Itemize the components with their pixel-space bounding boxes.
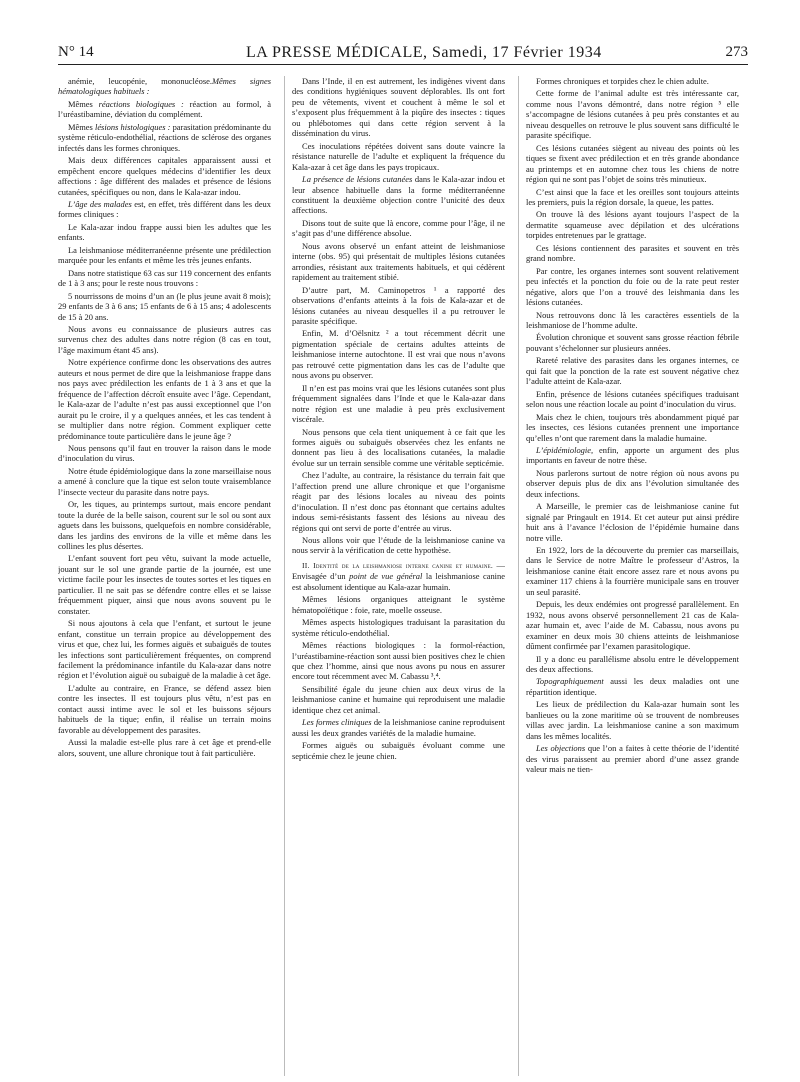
paragraph [292,383,505,425]
paragraph [526,266,739,308]
paragraph-text: Notre étude épidémiologique dans la zone marseillaise nous a amené à conclure que la tique est selon toute vraisemblance l’insecte vecteur du parasite dans notre pays. [58,465,271,497]
paragraph-text: de la leishmaniose canine reproduisent aussi les deux grandes variétés de la maladie humaine. [292,717,505,738]
paragraph-text: Ces lésions contiennent des parasites et souvent en très grand nombre. [526,242,739,264]
paragraph [58,291,271,322]
italic-text: L’épidémiologie, [536,444,594,455]
paragraph [526,743,739,774]
paragraph [526,76,739,86]
paragraph-text: Mêmes [68,98,99,109]
paragraph-text: Or, les tiques, au printemps surtout, mais encore pendant toute la durée de la belle saison, courent sur le sol ou sont aux aguets dans les buissons, quelquefois en nombre considérable, dans les jardins des environs de la ville et même dans les collines les plus désertes. [58,499,271,552]
paragraph [526,88,739,140]
paragraph-text: Par contre, les organes internes sont souvent relativement peu infectés et la ponction du foie ou de la rate peut rester négative, alors que l’on a trouvé des leishmania dans les lésions cutanées. [526,265,739,308]
paragraph [58,618,271,681]
paragraph-text: Nous allons voir que l’étude de la leishmaniose canine va nous servir à la vérification de cette hypothèse. [292,535,505,556]
paragraph [58,324,271,355]
paragraph-text: C’est ainsi que la face et les oreilles sont toujours atteints les premiers, puis la région dorsale, la queue, les pattes. [526,186,739,207]
italic-text: Les formes cliniques [302,717,372,728]
paragraph-text: Notre expérience confirme donc les observations des autres auteurs et nous permet de dire que la leishmaniose frappe dans nos pays avec prédilection les enfants de 1 à 3 ans et que la fréquence de l’affection décroît ensuite avec l’âge. Cependant, le Kala-azar de l’adulte n’est pas aussi exceptionnel que l’on aurait pu le croire, il y a quelques années, et les cas tendent à se multiplier dans notre région. Comment expliquer cette prédominance toute particulière dans le jeune âge ? [58,357,271,441]
paragraph-text: réaction au formol, à l’uréastibamine, déviation du complément. [58,98,271,120]
paragraph [58,499,271,551]
paragraph [292,640,505,682]
text-column-1 [58,76,271,1076]
paragraph-text: Ces inoculations répétées doivent sans doute vaincre la résistance naturelle de l’adulte et expliquent la fréquence du Kala-azar à cet âge dans les pays tropicaux. [292,140,505,172]
paragraph-text: Il n’en est pas moins vrai que les lésions cutanées sont plus fréquemment signalées dans l’Inde et que le Kala-azar dans notre région est une maladie à peu près exclusivement viscérale. [292,382,505,425]
paragraph-text: Les lieux de prédilection du Kala-azar humain sont les banlieues ou la zone maritime où se trouvent de nombreuses villas avec jardin. La leishmaniose canine a son maximum dans les mêmes localités. [526,699,739,741]
paragraph-text: Chez l’adulte, au contraire, la résistance du terrain fait que l’affection prend une allure chronique et que l’organisme réagit par des lésions locales au niveau des points d’inoculation. Il n’est donc pas étonnant que certains adultes indous semi-résistants fassent des lésions au niveau des régions qui ont servi de porte d’entrée au virus. [292,470,505,533]
paragraph-text: Mais chez le chien, toujours très abondamment piqué par les insectes, ces lésions cutanées prennent une importance qu’elles n’ont que rarement dans la maladie humaine. [526,411,739,443]
paragraph [292,427,505,469]
journal-title-date [246,44,602,62]
italic-text: Mêmes signes hématologiques habituels : [58,76,271,97]
paragraph-text: que l’on a faites à cette théorie de l’identité des virus paraissent au premier abord d’une assez grande valeur mais ne tien- [526,743,739,775]
paragraph-text: Rareté relative des parasites dans les organes internes, ce qui fait que la ponction de la rate est souvent négative chez l’adulte atteint de Kala-azar. [526,355,739,387]
paragraph [58,199,271,220]
paragraph [292,285,505,327]
paragraph-text: Mêmes [68,121,95,132]
paragraph [58,155,271,197]
paragraph [292,617,505,638]
page-header [58,40,748,65]
paragraph [292,535,505,556]
paragraph-text: On trouve là des lésions ayant toujours l’aspect de la dermatite squameuse avec dépilation et des ulcérations torpides entretenues par le grattage. [526,209,739,241]
text-column-3 [526,76,739,1076]
paragraph-text: Aussi la maladie est-elle plus rare à cet âge et prend-elle alors, souvent, une allure chronique tout à fait particulière. [58,737,271,758]
page-number: 273 [725,44,748,60]
paragraph-text: Nous pensons qu’il faut en trouver la raison dans le mode d’inoculation du virus. [58,442,271,464]
italic-text: point de vue général [349,571,423,582]
text-column-2 [292,76,505,1076]
italic-text: Les objections [536,743,586,754]
paragraph-text: dans le Kala-azar indou et leur absence habituelle dans la forme méditerranéenne constituent la deuxième objection contre l’unicité des deux affections. [292,174,505,216]
paragraph-text: L’adulte au contraire, en France, se défend assez bien contre les insectes. Il est toujours plus vêtu, n’est pas en contact aussi intime avec le sol et les buissons séjours habituels de la tique; enfin, il réalise un terrain moins favorable au développement des parasites. [58,682,271,735]
paragraph [58,443,271,464]
issue-number: N° 14 [58,44,94,60]
paragraph [292,717,505,738]
paragraph-text: Nous retrouvons donc là les caractères essentiels de la leishmaniose de l’homme adulte. [526,309,739,330]
paragraph [526,676,739,697]
paragraph [292,76,505,139]
paragraph [58,268,271,289]
paragraph-text: En 1922, lors de la découverte du premier cas marseillais, dans le Service de notre Maître le professeur d’Astros, la leishmaniose canine était encore assez rare et nous avons pu examiner 117 chiens à la fourrière municipale sans en trouver un seul parasité. [526,545,739,597]
paragraph-text: Nous avons eu connaissance de plusieurs autres cas survenus chez des adultes dans notre région (8 cas en tout, l’âge maximum étant 45 ans). [58,323,271,355]
paragraph-text: Cette forme de l’animal adulte est très intéressante car, comme nous l’avons démontré, dans notre région ⁵ elle s’accompagne de lésions cutanées à peu près constantes et au niveau desquelles on retrouve le plus souvent sans difficulté le parasite spécifique. [526,88,739,141]
paragraph [58,737,271,758]
paragraph [58,683,271,735]
italic-text: Topographiquement [536,676,604,687]
paragraph [292,684,505,715]
paragraph-text: Enfin, présence de lésions cutanées spécifiques traduisant selon nous une réaction locale au point d’inoculation du virus. [526,388,739,410]
paragraph [292,218,505,239]
paragraph [526,445,739,466]
paragraph [526,310,739,331]
paragraph-text: Évolution chronique et souvent sans grosse réaction fébrile pouvant s’échelonner sur plusieurs années. [526,332,739,353]
paragraph [292,594,505,615]
paragraph-text: 5 nourrissons de moins d’un an (le plus jeune avait 8 mois); 29 enfants de 3 à 6 ans; 15 enfants de 6 à 15 ans; 4 adolescents de 15 à 20 ans. [58,290,271,322]
section-heading: II. Identité de la leishmaniose interne canine et humaine. [302,560,494,570]
paragraph [526,332,739,353]
paragraph-text: Nous avons observé un enfant atteint de leishmaniose interne (obs. 95) qui présentait de multiples lésions cutanées arrondies, résistant aux traitements habituels, et qui cédèrent rapidement au traitement stibié. [292,240,505,283]
paragraph-text: D’autre part, M. Caminopetros ¹ a rapporté des observations d’enfants atteints à la fois de Kala-azar et de lésions cutanées au niveau desquelles il a pu retrouver le parasite spécifique. [292,284,505,326]
paragraph-text: — Envisagée d’un [292,559,505,582]
paragraph-text: est, en effet, très différent dans les deux formes cliniques : [58,198,271,220]
paragraph [292,141,505,172]
paragraph [58,466,271,497]
paragraph-text: Le Kala-azar indou frappe aussi bien les adultes que les enfants. [58,221,271,243]
paragraph-text: Mêmes aspects histologiques traduisant la parasitation du système réticulo-endothélial. [292,617,505,638]
paragraph [292,740,505,761]
paragraph-text: Ces lésions cutanées siègent au niveau des points où les tiques se fixent avec prédilection et en très grande abondance au printemps et en automne chez tous les chiens de notre région qui ne sont pas l’objet de soins très minutieux. [526,142,739,185]
paragraph-text: la leishmaniose canine est absolument identique au Kala-azar humain. [292,571,505,592]
paragraph [58,122,271,153]
italic-text: réactions biologiques : [98,98,184,109]
paragraph [526,389,739,410]
paragraph [526,143,739,185]
paragraph [526,355,739,386]
paragraph [58,99,271,120]
paragraph-text: Si nous ajoutons à cela que l’enfant, et surtout le jeune enfant, constitue un terrain propice au développement des virus et que, chez lui, les formes aiguës et subaiguës de toutes les infections sont particulièrement fréquentes, on comprend facilement la prédominance infantile du Kala-azar dans notre région et l’évolution aiguë ou subaiguë de la maladie à cet âge. [58,618,271,681]
paragraph [292,174,505,216]
paragraph [526,412,739,443]
paragraph [526,545,739,597]
paragraph-text: enfin, apporte un argument des plus importants en faveur de notre thèse. [526,444,739,466]
paragraph-text: Depuis, les deux endémies ont progressé parallèlement. En 1932, nous avons observé personnellement 21 cas de Kala-azar humain et, avec l’aide de M. Cabassu, nous avons pu examiner en deux mois 30 chiens atteints de leishmaniose dûment confirmée par l’examen parasitologique. [526,599,739,652]
paragraph [526,187,739,208]
paragraph-text: Enfin, M. d’Oëlsnitz ² a tout récemment décrit une pigmentation spéciale de certains adultes atteints de leishmaniose interne autochtone. Il est vrai que nous n’avons pas retrouvé cette pigmentation dans les cas de l’adulte que nous avons pu observer. [292,328,505,381]
paragraph-text: Mêmes réactions biologiques : la formol-réaction, l’uréastibamine-réaction sont aussi bien positives chez le chien que chez l’homme, ainsi que nous avons pu nous en assurer encore tout récemment avec M. Cabassu ³,⁴. [292,640,505,682]
paragraph-text: Nous parlerons surtout de notre région où nous avons pu observer depuis plus de dix ans l’évolution simultanée des deux infections. [526,467,739,499]
paragraph-text: aussi les deux maladies ont une répartition identique. [526,676,739,697]
paragraph [526,654,739,675]
paragraph-text: anémie, leucopénie, mononucléose. [68,76,212,86]
paragraph-text: parasitation prédominante du système réticulo-endothélial, réactions de sclérose des organes infectés dans les formes chroniques. [58,121,271,153]
italic-text: L’âge des malades [68,198,132,209]
paragraph-text: L’enfant souvent fort peu vêtu, suivant la mode actuelle, jouant sur le sol une grande partie de la journée, est une victime facile pour les insectes de toutes sortes et les tiques en particulier. Il ne sait pas se défendre contre elles et se laisse fréquemment piquer, ainsi que nous avons souvent pu le constater. [58,553,271,616]
paragraph [526,243,739,264]
paragraph-text: Nous pensons que cela tient uniquement à ce fait que les formes aiguës ou subaiguës observées chez les enfants ne donnent pas lieu à des localisations cutanées, la maladie évolue sur un terrain sensible comme une véritable septicémie. [292,426,505,468]
paragraph [292,560,505,592]
column-divider [518,76,519,1076]
paragraph [58,553,271,616]
paragraph [292,470,505,533]
paragraph-text: Dans notre statistique 63 cas sur 119 concernent des enfants de 1 à 3 ans; pour le reste nous trouvons : [58,267,271,289]
italic-text: lésions histologiques : [94,121,171,132]
paragraph [526,209,739,240]
paragraph-text: Dans l’Inde, il en est autrement, les indigènes vivent dans des conditions hygiéniques souvent déplorables. Ils ont fort peu de vêtements, vivent et couchent à même le sol et s’exposent plus fréquemment à la piqûre des insectes : tiques ou phlébotomes qui dans cette région servent à la dissémination du virus. [292,76,505,139]
column-divider [284,76,285,1076]
italic-text: La présence de lésions cutanées [302,174,413,185]
paragraph [526,599,739,651]
paragraph [526,699,739,741]
paragraph [58,222,271,243]
paragraph [58,76,271,97]
paragraph [58,357,271,441]
paragraph-text: Il y a donc eu parallélisme absolu entre le développement des deux affections. [526,653,739,675]
paragraph-text: Mais deux différences capitales apparaissent aussi et empêchent encore quelques médecins d’identifier les deux affections : âge différent des malades et présence de lésions cutanées, spécifiques ou non, dans le Kala-azar indou. [58,155,271,197]
issue-date: Samedi, 17 Février 1934 [432,44,602,61]
paragraph-text: Formes aiguës ou subaiguës évoluant comme une septicémie chez le jeune chien. [292,740,505,761]
paragraph [526,501,739,543]
paragraph [526,468,739,499]
paragraph-text: A Marseille, le premier cas de leishmaniose canine fut signalé par Pringault en 1914. Et cet auteur put ainsi prédire huit ans à l’avance l’éclosion de l’épidémie humaine dans notre ville. [526,501,739,543]
paragraph [292,328,505,380]
paragraph [292,241,505,283]
paragraph-text: La leishmaniose méditerranéenne présente une prédilection marquée pour les enfants et même les très jeunes enfants. [58,244,271,266]
paragraph-text: Disons tout de suite que là encore, comme pour l’âge, il ne s’agit pas d’une différence absolue. [292,217,505,239]
paragraph-text: Sensibilité égale du jeune chien aux deux virus de la leishmaniose canine et humaine qui reproduisent une maladie identique chez cet animal. [292,683,505,715]
paragraph [58,245,271,266]
paragraph-text: Mêmes lésions organiques atteignant le système hématopoïétique : foie, rate, moelle osseuse. [292,594,505,615]
journal-name: LA PRESSE MÉDICALE, [246,44,428,61]
paragraph-text: Formes chroniques et torpides chez le chien adulte. [536,76,709,86]
